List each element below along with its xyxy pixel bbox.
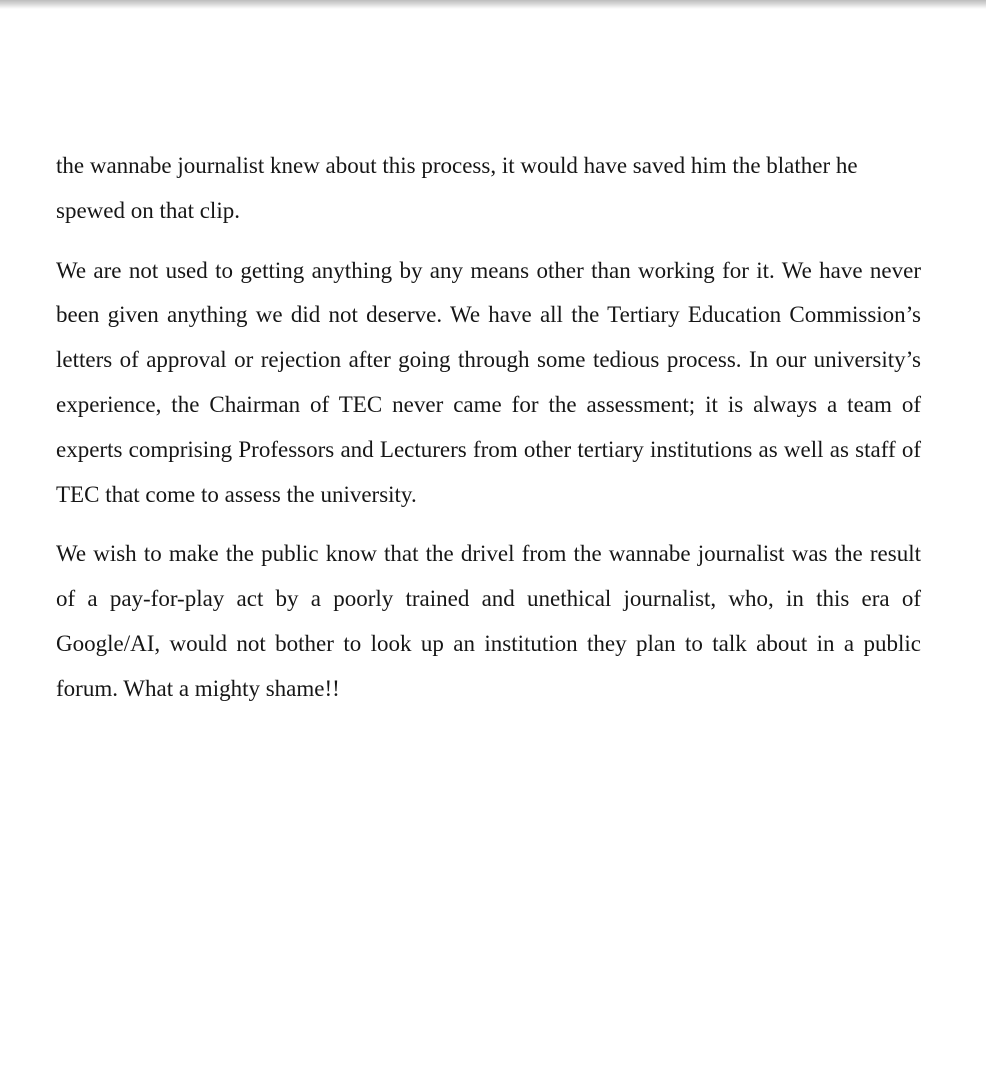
document-body — [56, 144, 921, 727]
paragraph-tec-approval: We are not used to getting anything by any means other than working for it. We have never been given anything we did not deserve. We have all the Tertiary Education Commission’s letters of approval or rejection after going through some tedious process. In our university’s experience, the Chairman of TEC never came for the assessment; it is always a team of experts comprising Professors and Lecturers from other tertiary institutions as well as staff of TEC that come to assess the university. — [56, 257, 921, 507]
document-page[interactable] — [0, 9, 986, 1080]
page-top-edge — [0, 0, 986, 9]
paragraph-public-statement: We wish to make the public know that the drivel from the wannabe journalist was the result of a pay-for-play act by a poorly trained and unethical journalist, who, in this era of Google/AI, would not bother to look up an institution they plan to talk about in a public forum. What a mighty shame!! — [56, 541, 921, 701]
paragraph-continuation: the wannabe journalist knew about this process, it would have saved him the blather he spewed on that clip. — [56, 153, 858, 223]
